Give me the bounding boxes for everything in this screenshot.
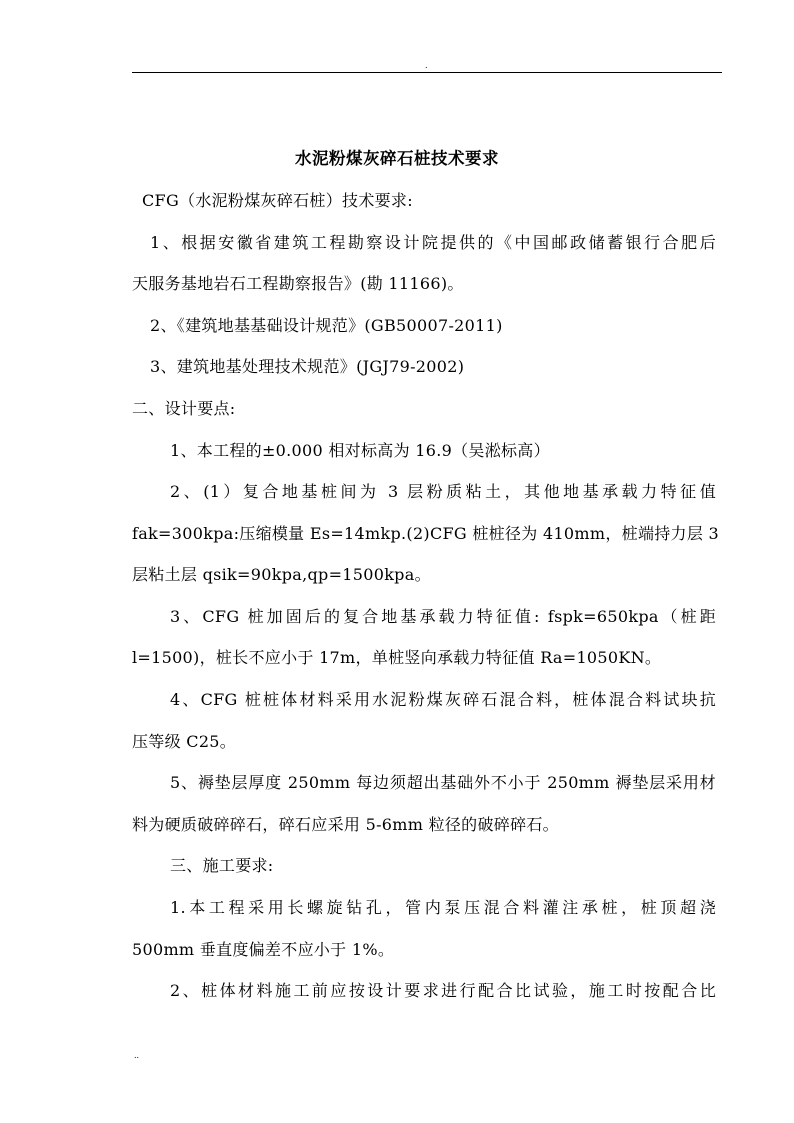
section-heading-cfg: CFG（水泥粉煤灰碎石桩）技术要求: (142, 191, 413, 210)
section-heading-design: 二、设计要点: (132, 399, 236, 418)
design-point-2-line-1: 2、(1）复合地基桩间为 3 层粉质粘土，其他地基承载力特征值 (170, 482, 716, 501)
paragraph-3: 3、建筑地基处理技术规范》(JGJ79-2002) (150, 357, 465, 376)
header-dot: . (425, 61, 428, 70)
design-point-4-line-2: 压等级 C25。 (132, 732, 237, 751)
paragraph-1-line-2: 天服务基地岩石工程勘察报告》(勘 11166)。 (132, 274, 464, 293)
paragraph-1-line-1: 1、根据安徽省建筑工程勘察设计院提供的《中国邮政储蓄银行合肥后 (150, 233, 716, 252)
construction-point-1-line-2: 500mm 垂直度偏差不应小于 1%。 (132, 940, 395, 959)
design-point-2-line-3: 层粘土层 qsik=90kpa,qp=1500kpa。 (132, 565, 431, 584)
design-point-3-line-2: l=1500)，桩长不应小于 17m，单桩竖向承载力特征值 Ra=1050KN。 (132, 648, 662, 667)
section-heading-construction: 三、施工要求: (170, 856, 274, 875)
design-point-5-line-1: 5、褥垫层厚度 250mm 每边须超出基础外不小于 250mm 褥垫层采用材 (170, 773, 716, 792)
construction-point-1-line-1: 1.本工程采用长螺旋钻孔，管内泵压混合料灌注承桩，桩顶超浇 (170, 898, 716, 917)
design-point-3-line-1: 3、CFG 桩加固后的复合地基承载力特征值: fspk=650kpa（桩距 (170, 607, 716, 626)
document-title: 水泥粉煤灰碎石桩技术要求 (295, 149, 499, 168)
design-point-4-line-1: 4、CFG 桩桩体材料采用水泥粉煤灰碎石混合料，桩体混合料试块抗 (170, 690, 716, 709)
footer-dots: .. (134, 1051, 140, 1060)
design-point-1: 1、本工程的±0.000 相对标高为 16.9（吴淞标高） (170, 441, 550, 460)
construction-point-2-line-1: 2、桩体材料施工前应按设计要求进行配合比试验，施工时按配合比 (170, 981, 716, 1000)
design-point-2-line-2: fak=300kpa:压缩模量 Es=14mkp.(2)CFG 桩桩径为 410mm，桩端持力层 3 (132, 524, 720, 543)
design-point-5-line-2: 料为硬质破碎碎石，碎石应采用 5-6mm 粒径的破碎碎石。 (132, 815, 559, 834)
header-rule (132, 72, 722, 73)
paragraph-2: 2、《建筑地基基础设计规范》(GB50007-2011) (150, 316, 503, 335)
